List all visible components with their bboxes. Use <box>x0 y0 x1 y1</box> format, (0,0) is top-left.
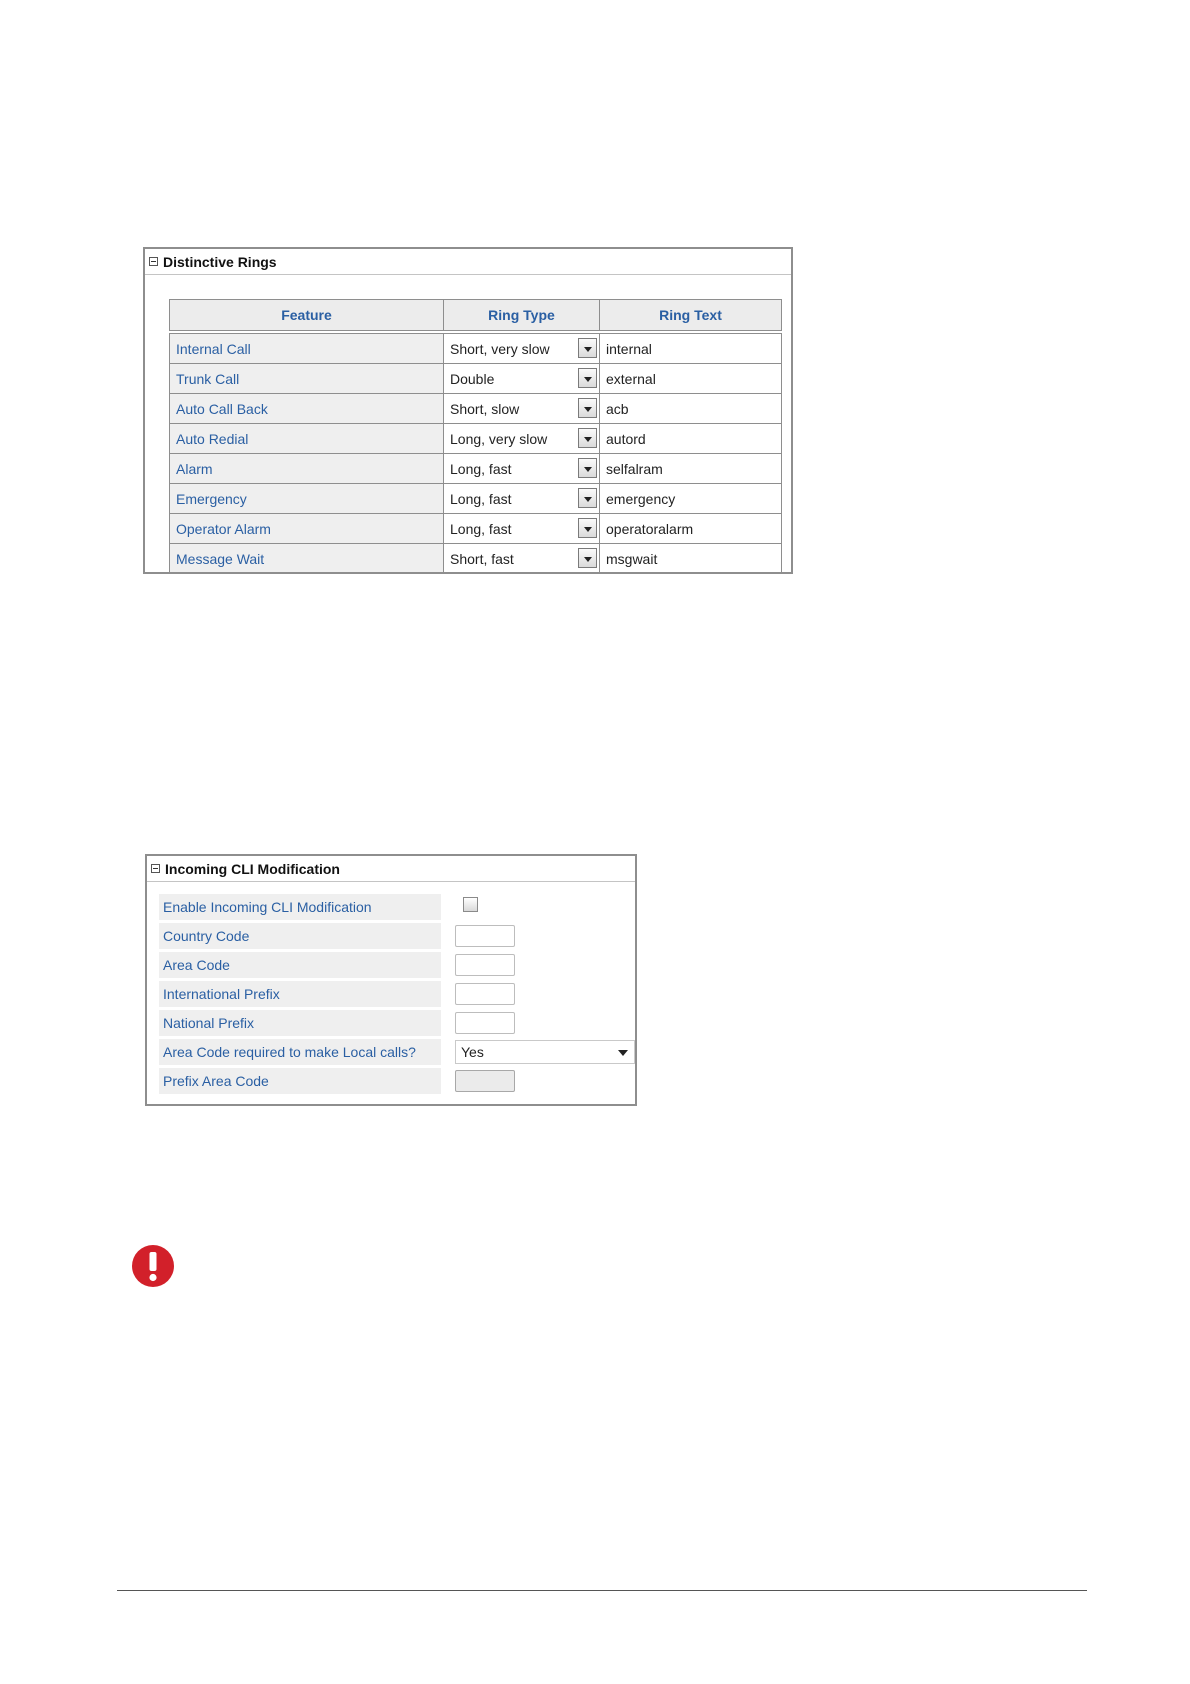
warning-icon <box>131 1244 175 1288</box>
national-prefix-label: National Prefix <box>159 1010 441 1036</box>
chevron-down-icon[interactable] <box>578 338 597 358</box>
enable-cli-label: Enable Incoming CLI Modification <box>159 894 441 920</box>
table-row <box>170 424 782 454</box>
feature-cell: Internal Call <box>170 334 444 364</box>
column-header-feature: Feature <box>170 300 444 331</box>
chevron-down-icon[interactable] <box>578 548 597 568</box>
table-row <box>170 514 782 544</box>
collapse-icon[interactable] <box>151 864 160 873</box>
table-row <box>170 484 782 514</box>
incoming-cli-header[interactable] <box>147 856 635 882</box>
table-row <box>170 364 782 394</box>
area-code-required-label: Area Code required to make Local calls? <box>159 1039 441 1065</box>
panel-title: Distinctive Rings <box>163 253 277 270</box>
feature-cell: Message Wait <box>170 544 444 574</box>
national-prefix-input[interactable] <box>455 1012 515 1034</box>
area-code-required-row <box>159 1039 629 1065</box>
incoming-cli-panel <box>145 854 637 1106</box>
column-header-ring-text: Ring Text <box>600 300 782 331</box>
table-row <box>170 394 782 424</box>
warning-icon-bar <box>150 1252 157 1271</box>
chevron-down-icon[interactable] <box>578 518 597 538</box>
table-header-row <box>170 300 782 331</box>
feature-cell: Auto Redial <box>170 424 444 454</box>
chevron-down-icon[interactable] <box>578 428 597 448</box>
ring-type-select[interactable] <box>444 514 600 544</box>
table-row <box>170 454 782 484</box>
area-code-row <box>159 952 629 978</box>
panel-title: Incoming CLI Modification <box>165 860 340 877</box>
ring-type-value: Short, slow <box>450 400 520 417</box>
international-prefix-label: International Prefix <box>159 981 441 1007</box>
ring-type-select[interactable] <box>444 394 600 424</box>
ring-type-select[interactable] <box>444 484 600 514</box>
enable-cli-row <box>159 894 629 920</box>
chevron-down-icon[interactable] <box>578 368 597 388</box>
collapse-icon[interactable] <box>149 257 158 266</box>
ring-type-value: Short, fast <box>450 550 514 567</box>
ring-type-select[interactable] <box>444 544 600 574</box>
prefix-area-code-input <box>455 1070 515 1092</box>
ring-type-value: Double <box>450 370 495 387</box>
feature-cell: Emergency <box>170 484 444 514</box>
ring-text-input[interactable]: selfalram <box>600 454 782 484</box>
chevron-down-icon[interactable] <box>578 458 597 478</box>
prefix-area-code-row <box>159 1068 629 1094</box>
ring-text-input[interactable]: emergency <box>600 484 782 514</box>
ring-type-value: Long, fast <box>450 460 512 477</box>
ring-text-input[interactable]: acb <box>600 394 782 424</box>
ring-type-select[interactable] <box>444 454 600 484</box>
ring-type-select[interactable] <box>444 334 600 364</box>
ring-type-value: Long, fast <box>450 490 512 507</box>
enable-cli-checkbox[interactable] <box>463 897 478 912</box>
ring-type-select[interactable] <box>444 364 600 394</box>
country-code-input[interactable] <box>455 925 515 947</box>
table-row <box>170 334 782 364</box>
chevron-down-icon <box>618 1050 628 1056</box>
ring-type-value: Long, very slow <box>450 430 548 447</box>
prefix-area-code-label: Prefix Area Code <box>159 1068 441 1094</box>
feature-cell: Trunk Call <box>170 364 444 394</box>
national-prefix-row <box>159 1010 629 1036</box>
distinctive-rings-panel <box>143 247 793 574</box>
country-code-label: Country Code <box>159 923 441 949</box>
distinctive-rings-table <box>169 299 782 574</box>
chevron-down-icon[interactable] <box>578 488 597 508</box>
ring-type-value: Short, very slow <box>450 340 550 357</box>
area-code-label: Area Code <box>159 952 441 978</box>
column-header-ring-type: Ring Type <box>444 300 600 331</box>
warning-icon-dot <box>149 1274 156 1281</box>
feature-cell: Auto Call Back <box>170 394 444 424</box>
ring-type-value: Long, fast <box>450 520 512 537</box>
country-code-row <box>159 923 629 949</box>
ring-text-input[interactable]: external <box>600 364 782 394</box>
international-prefix-row <box>159 981 629 1007</box>
ring-text-input[interactable]: operatoralarm <box>600 514 782 544</box>
area-code-required-value: Yes <box>461 1044 484 1060</box>
distinctive-rings-header[interactable] <box>145 249 791 275</box>
ring-text-input[interactable]: msgwait <box>600 544 782 574</box>
feature-cell: Alarm <box>170 454 444 484</box>
area-code-input[interactable] <box>455 954 515 976</box>
table-row <box>170 544 782 574</box>
ring-text-input[interactable]: internal <box>600 334 782 364</box>
feature-cell: Operator Alarm <box>170 514 444 544</box>
ring-text-input[interactable]: autord <box>600 424 782 454</box>
area-code-required-select[interactable] <box>455 1040 635 1064</box>
ring-type-select[interactable] <box>444 424 600 454</box>
chevron-down-icon[interactable] <box>578 398 597 418</box>
footer-divider <box>117 1590 1087 1591</box>
international-prefix-input[interactable] <box>455 983 515 1005</box>
